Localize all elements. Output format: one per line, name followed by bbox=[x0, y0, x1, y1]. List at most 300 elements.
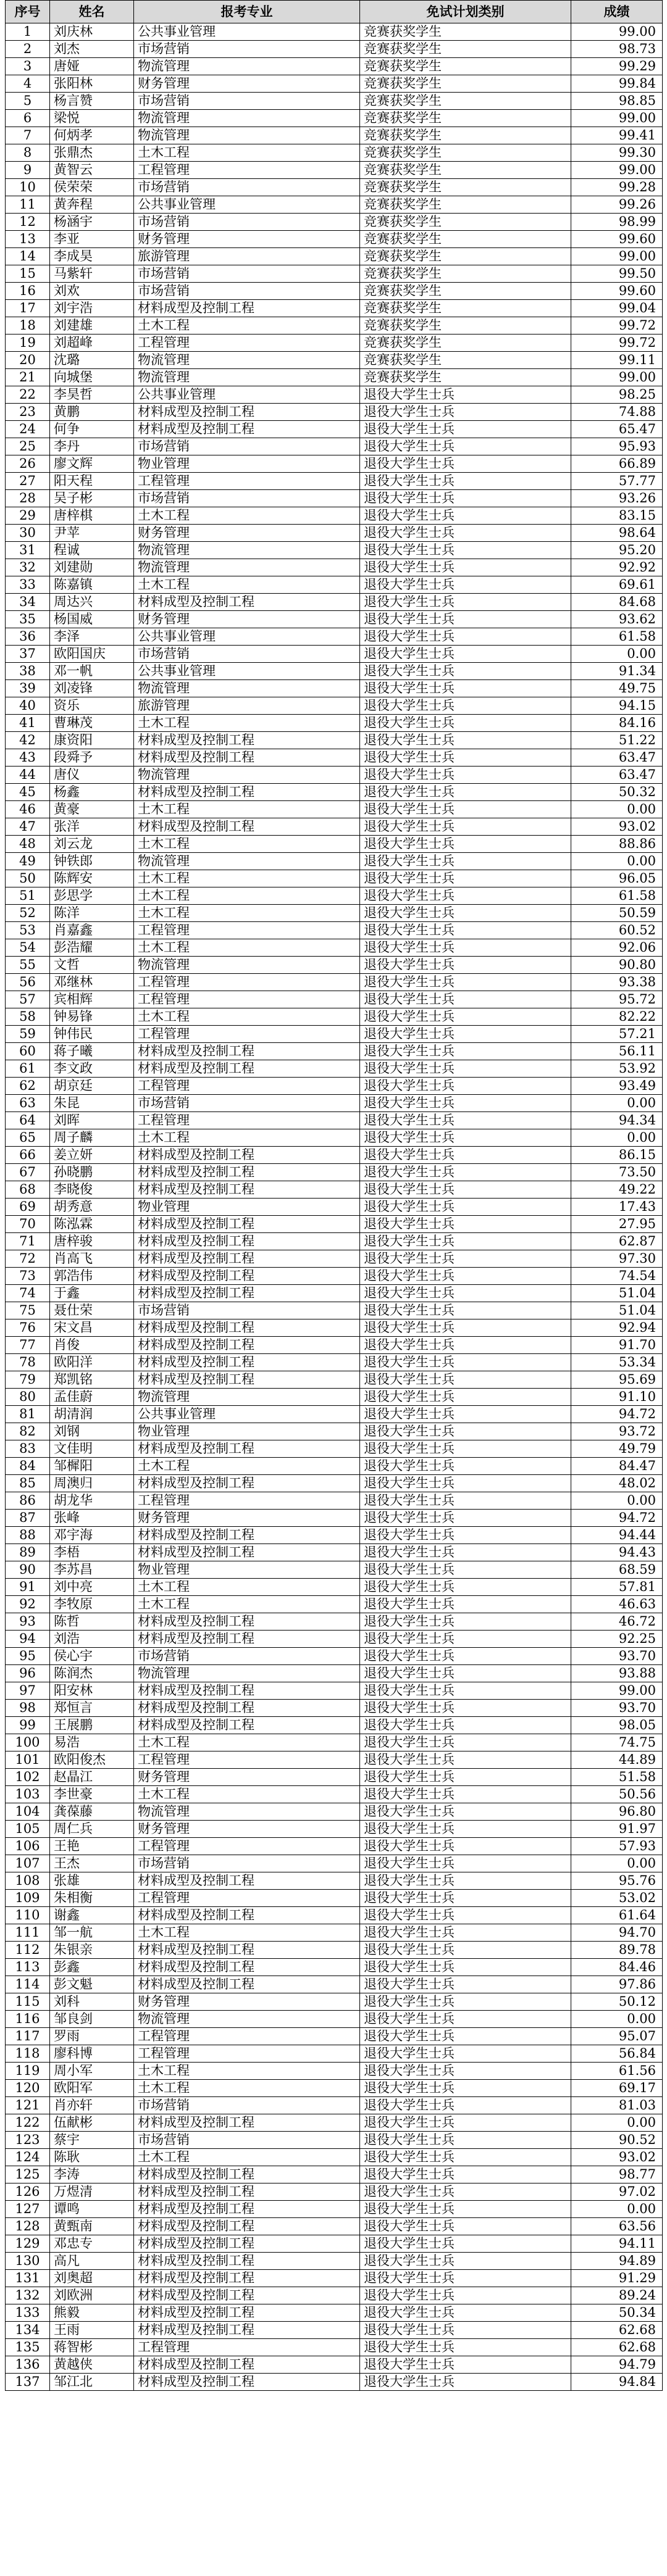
cell-index: 61 bbox=[6, 1060, 50, 1078]
cell-name: 陈哲 bbox=[50, 1613, 134, 1631]
cell-category: 退役大学生士兵 bbox=[360, 2080, 571, 2097]
cell-category: 退役大学生士兵 bbox=[360, 1423, 571, 1440]
cell-score: 99.00 bbox=[571, 162, 663, 179]
table-row bbox=[6, 715, 663, 732]
table-row bbox=[6, 1026, 663, 1043]
cell-major: 物流管理 bbox=[134, 1665, 360, 1682]
cell-major: 物流管理 bbox=[134, 127, 360, 144]
cell-category: 退役大学生士兵 bbox=[360, 1959, 571, 1976]
cell-major: 公共事业管理 bbox=[134, 628, 360, 646]
table-row bbox=[6, 2374, 663, 2391]
cell-name: 廖文辉 bbox=[50, 455, 134, 473]
cell-name: 蒋智彬 bbox=[50, 2339, 134, 2356]
cell-index: 47 bbox=[6, 818, 50, 836]
cell-name: 唐仪 bbox=[50, 767, 134, 784]
cell-index: 113 bbox=[6, 1959, 50, 1976]
cell-major: 材料成型及控制工程 bbox=[134, 1872, 360, 1890]
table-row bbox=[6, 1527, 663, 1544]
cell-index: 106 bbox=[6, 1838, 50, 1855]
cell-score: 99.84 bbox=[571, 75, 663, 93]
cell-major: 工程管理 bbox=[134, 2028, 360, 2045]
cell-category: 退役大学生士兵 bbox=[360, 2011, 571, 2028]
cell-category: 退役大学生士兵 bbox=[360, 801, 571, 818]
cell-major: 工程管理 bbox=[134, 1026, 360, 1043]
cell-index: 6 bbox=[6, 110, 50, 127]
cell-major: 市场营销 bbox=[134, 646, 360, 663]
cell-major: 物流管理 bbox=[134, 853, 360, 870]
cell-major: 材料成型及控制工程 bbox=[134, 1613, 360, 1631]
cell-category: 退役大学生士兵 bbox=[360, 1389, 571, 1406]
cell-index: 65 bbox=[6, 1129, 50, 1147]
cell-category: 退役大学生士兵 bbox=[360, 1648, 571, 1665]
cell-score: 50.12 bbox=[571, 1993, 663, 2011]
table-row bbox=[6, 1855, 663, 1872]
cell-category: 竞赛获奖学生 bbox=[360, 196, 571, 214]
cell-category: 退役大学生士兵 bbox=[360, 957, 571, 974]
cell-score: 0.00 bbox=[571, 2011, 663, 2028]
cell-score: 99.00 bbox=[571, 23, 663, 41]
cell-name: 邹良剑 bbox=[50, 2011, 134, 2028]
cell-major: 土木工程 bbox=[134, 836, 360, 853]
cell-major: 财务管理 bbox=[134, 1769, 360, 1786]
cell-score: 93.26 bbox=[571, 490, 663, 507]
cell-category: 竞赛获奖学生 bbox=[360, 93, 571, 110]
cell-name: 朱相衡 bbox=[50, 1890, 134, 1907]
cell-major: 材料成型及控制工程 bbox=[134, 1942, 360, 1959]
table-row bbox=[6, 75, 663, 93]
cell-category: 竞赛获奖学生 bbox=[360, 127, 571, 144]
cell-category: 退役大学生士兵 bbox=[360, 1319, 571, 1337]
cell-score: 74.75 bbox=[571, 1734, 663, 1751]
cell-major: 材料成型及控制工程 bbox=[134, 2304, 360, 2322]
cell-index: 83 bbox=[6, 1440, 50, 1458]
table-row bbox=[6, 957, 663, 974]
cell-name: 刘凌锋 bbox=[50, 680, 134, 697]
cell-score: 62.68 bbox=[571, 2322, 663, 2339]
cell-major: 材料成型及控制工程 bbox=[134, 2253, 360, 2270]
cell-score: 99.11 bbox=[571, 352, 663, 369]
cell-category: 竞赛获奖学生 bbox=[360, 214, 571, 231]
cell-category: 退役大学生士兵 bbox=[360, 2287, 571, 2304]
cell-name: 邓继林 bbox=[50, 974, 134, 991]
cell-major: 材料成型及控制工程 bbox=[134, 1527, 360, 1544]
cell-category: 竞赛获奖学生 bbox=[360, 317, 571, 334]
table-row bbox=[6, 1717, 663, 1734]
cell-name: 刘庆林 bbox=[50, 23, 134, 41]
cell-name: 邹樨阳 bbox=[50, 1458, 134, 1475]
table-row bbox=[6, 2149, 663, 2166]
cell-score: 97.30 bbox=[571, 1250, 663, 1268]
cell-major: 材料成型及控制工程 bbox=[134, 2374, 360, 2391]
cell-category: 退役大学生士兵 bbox=[360, 525, 571, 542]
cell-category: 退役大学生士兵 bbox=[360, 1717, 571, 1734]
table-row bbox=[6, 300, 663, 317]
cell-name: 谭鸣 bbox=[50, 2201, 134, 2218]
table-row bbox=[6, 2045, 663, 2063]
table-row bbox=[6, 1648, 663, 1665]
cell-category: 退役大学生士兵 bbox=[360, 749, 571, 767]
table-body bbox=[6, 23, 663, 2391]
cell-name: 李梧 bbox=[50, 1544, 134, 1561]
table-row bbox=[6, 1389, 663, 1406]
cell-major: 材料成型及控制工程 bbox=[134, 1164, 360, 1181]
cell-major: 土木工程 bbox=[134, 2080, 360, 2097]
table-row bbox=[6, 1821, 663, 1838]
table-row bbox=[6, 1095, 663, 1112]
cell-category: 退役大学生士兵 bbox=[360, 1803, 571, 1821]
cell-name: 胡秀意 bbox=[50, 1199, 134, 1216]
cell-major: 市场营销 bbox=[134, 283, 360, 300]
cell-index: 34 bbox=[6, 594, 50, 611]
cell-name: 何争 bbox=[50, 421, 134, 438]
cell-major: 物业管理 bbox=[134, 1561, 360, 1579]
cell-major: 财务管理 bbox=[134, 1993, 360, 2011]
table-row bbox=[6, 2028, 663, 2045]
cell-name: 杨国威 bbox=[50, 611, 134, 628]
cell-name: 欧阳军 bbox=[50, 2080, 134, 2097]
cell-name: 聂仕荣 bbox=[50, 1302, 134, 1319]
cell-score: 51.04 bbox=[571, 1285, 663, 1302]
cell-name: 易浩 bbox=[50, 1734, 134, 1751]
cell-index: 3 bbox=[6, 58, 50, 75]
cell-category: 退役大学生士兵 bbox=[360, 1233, 571, 1250]
cell-category: 退役大学生士兵 bbox=[360, 2270, 571, 2287]
cell-major: 物业管理 bbox=[134, 1199, 360, 1216]
cell-category: 退役大学生士兵 bbox=[360, 386, 571, 404]
cell-index: 117 bbox=[6, 2028, 50, 2045]
cell-score: 49.22 bbox=[571, 1181, 663, 1199]
cell-index: 128 bbox=[6, 2218, 50, 2235]
table-row bbox=[6, 2235, 663, 2253]
cell-index: 27 bbox=[6, 473, 50, 490]
cell-category: 退役大学生士兵 bbox=[360, 2045, 571, 2063]
cell-name: 张雄 bbox=[50, 1872, 134, 1890]
cell-index: 4 bbox=[6, 75, 50, 93]
cell-name: 刘浩 bbox=[50, 1631, 134, 1648]
cell-index: 18 bbox=[6, 317, 50, 334]
cell-major: 市场营销 bbox=[134, 2132, 360, 2149]
cell-index: 137 bbox=[6, 2374, 50, 2391]
cell-index: 130 bbox=[6, 2253, 50, 2270]
cell-score: 99.00 bbox=[571, 110, 663, 127]
cell-name: 胡龙华 bbox=[50, 1492, 134, 1510]
cell-major: 材料成型及控制工程 bbox=[134, 421, 360, 438]
table-row bbox=[6, 1872, 663, 1890]
cell-score: 90.52 bbox=[571, 2132, 663, 2149]
cell-index: 1 bbox=[6, 23, 50, 41]
cell-index: 42 bbox=[6, 732, 50, 749]
cell-score: 74.54 bbox=[571, 1268, 663, 1285]
cell-category: 退役大学生士兵 bbox=[360, 507, 571, 525]
cell-name: 邹一航 bbox=[50, 1924, 134, 1942]
table-row bbox=[6, 836, 663, 853]
cell-major: 市场营销 bbox=[134, 179, 360, 196]
cell-major: 物流管理 bbox=[134, 542, 360, 559]
cell-name: 陈耿 bbox=[50, 2149, 134, 2166]
cell-index: 55 bbox=[6, 957, 50, 974]
cell-name: 周澳归 bbox=[50, 1475, 134, 1492]
cell-score: 66.89 bbox=[571, 455, 663, 473]
table-row bbox=[6, 1423, 663, 1440]
cell-name: 刘奥超 bbox=[50, 2270, 134, 2287]
cell-index: 56 bbox=[6, 974, 50, 991]
table-row bbox=[6, 334, 663, 352]
table-row bbox=[6, 1959, 663, 1976]
cell-major: 材料成型及控制工程 bbox=[134, 2356, 360, 2374]
cell-major: 材料成型及控制工程 bbox=[134, 2270, 360, 2287]
cell-major: 市场营销 bbox=[134, 265, 360, 283]
cell-index: 135 bbox=[6, 2339, 50, 2356]
cell-category: 退役大学生士兵 bbox=[360, 490, 571, 507]
cell-category: 退役大学生士兵 bbox=[360, 1440, 571, 1458]
cell-score: 99.60 bbox=[571, 283, 663, 300]
cell-index: 86 bbox=[6, 1492, 50, 1510]
cell-category: 退役大学生士兵 bbox=[360, 2235, 571, 2253]
table-row bbox=[6, 542, 663, 559]
cell-score: 91.29 bbox=[571, 2270, 663, 2287]
cell-index: 14 bbox=[6, 248, 50, 265]
cell-major: 土木工程 bbox=[134, 1008, 360, 1026]
cell-index: 62 bbox=[6, 1078, 50, 1095]
cell-index: 107 bbox=[6, 1855, 50, 1872]
cell-index: 44 bbox=[6, 767, 50, 784]
table-row bbox=[6, 41, 663, 58]
cell-score: 91.34 bbox=[571, 663, 663, 680]
cell-score: 53.02 bbox=[571, 1890, 663, 1907]
table-row bbox=[6, 162, 663, 179]
cell-category: 退役大学生士兵 bbox=[360, 991, 571, 1008]
table-row bbox=[6, 853, 663, 870]
cell-name: 孟佳蔚 bbox=[50, 1389, 134, 1406]
cell-major: 土木工程 bbox=[134, 2149, 360, 2166]
cell-category: 退役大学生士兵 bbox=[360, 628, 571, 646]
table-row bbox=[6, 1890, 663, 1907]
cell-name: 李世豪 bbox=[50, 1786, 134, 1803]
cell-major: 土木工程 bbox=[134, 144, 360, 162]
cell-category: 退役大学生士兵 bbox=[360, 1751, 571, 1769]
cell-score: 94.79 bbox=[571, 2356, 663, 2374]
cell-major: 市场营销 bbox=[134, 1095, 360, 1112]
cell-major: 工程管理 bbox=[134, 162, 360, 179]
cell-major: 材料成型及控制工程 bbox=[134, 2166, 360, 2183]
cell-index: 124 bbox=[6, 2149, 50, 2166]
cell-name: 彭浩耀 bbox=[50, 939, 134, 957]
cell-name: 彭文魁 bbox=[50, 1976, 134, 1993]
table-row bbox=[6, 576, 663, 594]
table-row bbox=[6, 507, 663, 525]
cell-index: 45 bbox=[6, 784, 50, 801]
table-row bbox=[6, 1700, 663, 1717]
cell-category: 退役大学生士兵 bbox=[360, 2028, 571, 2045]
cell-major: 物流管理 bbox=[134, 369, 360, 386]
cell-index: 132 bbox=[6, 2287, 50, 2304]
cell-name: 朱银亲 bbox=[50, 1942, 134, 1959]
cell-name: 尹苹 bbox=[50, 525, 134, 542]
cell-score: 63.56 bbox=[571, 2218, 663, 2235]
cell-major: 土木工程 bbox=[134, 1734, 360, 1751]
cell-category: 退役大学生士兵 bbox=[360, 594, 571, 611]
cell-name: 邓宇海 bbox=[50, 1527, 134, 1544]
cell-major: 材料成型及控制工程 bbox=[134, 1631, 360, 1648]
cell-name: 唐娅 bbox=[50, 58, 134, 75]
cell-score: 98.77 bbox=[571, 2166, 663, 2183]
cell-index: 58 bbox=[6, 1008, 50, 1026]
cell-major: 物流管理 bbox=[134, 680, 360, 697]
cell-score: 98.25 bbox=[571, 386, 663, 404]
table-row bbox=[6, 1337, 663, 1354]
cell-major: 材料成型及控制工程 bbox=[134, 1544, 360, 1561]
table-row bbox=[6, 1579, 663, 1596]
cell-name: 杨言赞 bbox=[50, 93, 134, 110]
cell-major: 物流管理 bbox=[134, 1389, 360, 1406]
cell-index: 37 bbox=[6, 646, 50, 663]
cell-category: 退役大学生士兵 bbox=[360, 2063, 571, 2080]
cell-major: 工程管理 bbox=[134, 991, 360, 1008]
cell-name: 于鑫 bbox=[50, 1285, 134, 1302]
header-row bbox=[6, 1, 663, 23]
cell-score: 97.02 bbox=[571, 2183, 663, 2201]
cell-major: 工程管理 bbox=[134, 2339, 360, 2356]
table-row bbox=[6, 1786, 663, 1803]
cell-index: 75 bbox=[6, 1302, 50, 1319]
cell-index: 110 bbox=[6, 1907, 50, 1924]
cell-score: 92.92 bbox=[571, 559, 663, 576]
cell-index: 76 bbox=[6, 1319, 50, 1337]
table-row bbox=[6, 1147, 663, 1164]
cell-major: 材料成型及控制工程 bbox=[134, 1337, 360, 1354]
cell-name: 侯心宇 bbox=[50, 1648, 134, 1665]
cell-category: 退役大学生士兵 bbox=[360, 1786, 571, 1803]
table-row bbox=[6, 196, 663, 214]
table-row bbox=[6, 1164, 663, 1181]
cell-score: 0.00 bbox=[571, 1492, 663, 1510]
cell-index: 66 bbox=[6, 1147, 50, 1164]
table-row bbox=[6, 1596, 663, 1613]
table-row bbox=[6, 455, 663, 473]
cell-category: 退役大学生士兵 bbox=[360, 1112, 571, 1129]
cell-name: 梁悦 bbox=[50, 110, 134, 127]
cell-category: 退役大学生士兵 bbox=[360, 2201, 571, 2218]
cell-score: 69.17 bbox=[571, 2080, 663, 2097]
cell-category: 退役大学生士兵 bbox=[360, 1337, 571, 1354]
table-row bbox=[6, 2097, 663, 2114]
table-row bbox=[6, 1250, 663, 1268]
cell-score: 46.63 bbox=[571, 1596, 663, 1613]
cell-category: 退役大学生士兵 bbox=[360, 1821, 571, 1838]
cell-name: 罗雨 bbox=[50, 2028, 134, 2045]
cell-major: 旅游管理 bbox=[134, 697, 360, 715]
cell-name: 肖高飞 bbox=[50, 1250, 134, 1268]
cell-name: 段舜予 bbox=[50, 749, 134, 767]
cell-major: 工程管理 bbox=[134, 1890, 360, 1907]
cell-category: 退役大学生士兵 bbox=[360, 1734, 571, 1751]
table-row bbox=[6, 1976, 663, 1993]
cell-category: 退役大学生士兵 bbox=[360, 1907, 571, 1924]
table-row bbox=[6, 887, 663, 905]
cell-name: 张阳林 bbox=[50, 75, 134, 93]
cell-name: 侯荣荣 bbox=[50, 179, 134, 196]
cell-name: 蔡宇 bbox=[50, 2132, 134, 2149]
cell-major: 材料成型及控制工程 bbox=[134, 1147, 360, 1164]
cell-index: 111 bbox=[6, 1924, 50, 1942]
cell-major: 物流管理 bbox=[134, 352, 360, 369]
cell-name: 欧阳洋 bbox=[50, 1354, 134, 1371]
cell-major: 土木工程 bbox=[134, 715, 360, 732]
cell-index: 84 bbox=[6, 1458, 50, 1475]
table-row bbox=[6, 1769, 663, 1786]
cell-name: 文佳明 bbox=[50, 1440, 134, 1458]
cell-major: 财务管理 bbox=[134, 231, 360, 248]
cell-name: 杨鑫 bbox=[50, 784, 134, 801]
cell-major: 材料成型及控制工程 bbox=[134, 1250, 360, 1268]
cell-major: 材料成型及控制工程 bbox=[134, 1319, 360, 1337]
cell-category: 退役大学生士兵 bbox=[360, 1371, 571, 1389]
table-row bbox=[6, 1751, 663, 1769]
cell-major: 旅游管理 bbox=[134, 248, 360, 265]
table-row bbox=[6, 265, 663, 283]
table-row bbox=[6, 922, 663, 939]
table-row bbox=[6, 646, 663, 663]
cell-index: 133 bbox=[6, 2304, 50, 2322]
cell-category: 退役大学生士兵 bbox=[360, 646, 571, 663]
cell-index: 41 bbox=[6, 715, 50, 732]
cell-major: 工程管理 bbox=[134, 922, 360, 939]
cell-major: 材料成型及控制工程 bbox=[134, 1043, 360, 1060]
cell-major: 工程管理 bbox=[134, 1492, 360, 1510]
cell-category: 退役大学生士兵 bbox=[360, 2304, 571, 2322]
cell-major: 工程管理 bbox=[134, 974, 360, 991]
cell-category: 竞赛获奖学生 bbox=[360, 265, 571, 283]
cell-index: 122 bbox=[6, 2114, 50, 2132]
cell-name: 李文政 bbox=[50, 1060, 134, 1078]
cell-major: 财务管理 bbox=[134, 1821, 360, 1838]
cell-score: 99.50 bbox=[571, 265, 663, 283]
cell-major: 公共事业管理 bbox=[134, 23, 360, 41]
cell-category: 退役大学生士兵 bbox=[360, 939, 571, 957]
cell-category: 竞赛获奖学生 bbox=[360, 75, 571, 93]
table-row bbox=[6, 525, 663, 542]
cell-index: 10 bbox=[6, 179, 50, 196]
cell-major: 市场营销 bbox=[134, 2097, 360, 2114]
cell-name: 邓一帆 bbox=[50, 663, 134, 680]
cell-index: 21 bbox=[6, 369, 50, 386]
cell-index: 49 bbox=[6, 853, 50, 870]
cell-name: 刘钢 bbox=[50, 1423, 134, 1440]
cell-score: 0.00 bbox=[571, 1855, 663, 1872]
table-row bbox=[6, 421, 663, 438]
cell-major: 市场营销 bbox=[134, 438, 360, 455]
cell-name: 刘云龙 bbox=[50, 836, 134, 853]
cell-index: 87 bbox=[6, 1510, 50, 1527]
table-row bbox=[6, 231, 663, 248]
cell-name: 孙晓鹏 bbox=[50, 1164, 134, 1181]
cell-name: 陈泓霖 bbox=[50, 1216, 134, 1233]
cell-index: 51 bbox=[6, 887, 50, 905]
cell-category: 退役大学生士兵 bbox=[360, 2114, 571, 2132]
cell-category: 退役大学生士兵 bbox=[360, 1181, 571, 1199]
cell-index: 48 bbox=[6, 836, 50, 853]
cell-name: 李涛 bbox=[50, 2166, 134, 2183]
cell-name: 邓忠专 bbox=[50, 2235, 134, 2253]
cell-index: 40 bbox=[6, 697, 50, 715]
cell-name: 刘杰 bbox=[50, 41, 134, 58]
cell-index: 134 bbox=[6, 2322, 50, 2339]
table-row bbox=[6, 2218, 663, 2235]
cell-index: 101 bbox=[6, 1751, 50, 1769]
cell-category: 退役大学生士兵 bbox=[360, 887, 571, 905]
table-row bbox=[6, 438, 663, 455]
table-row bbox=[6, 179, 663, 196]
